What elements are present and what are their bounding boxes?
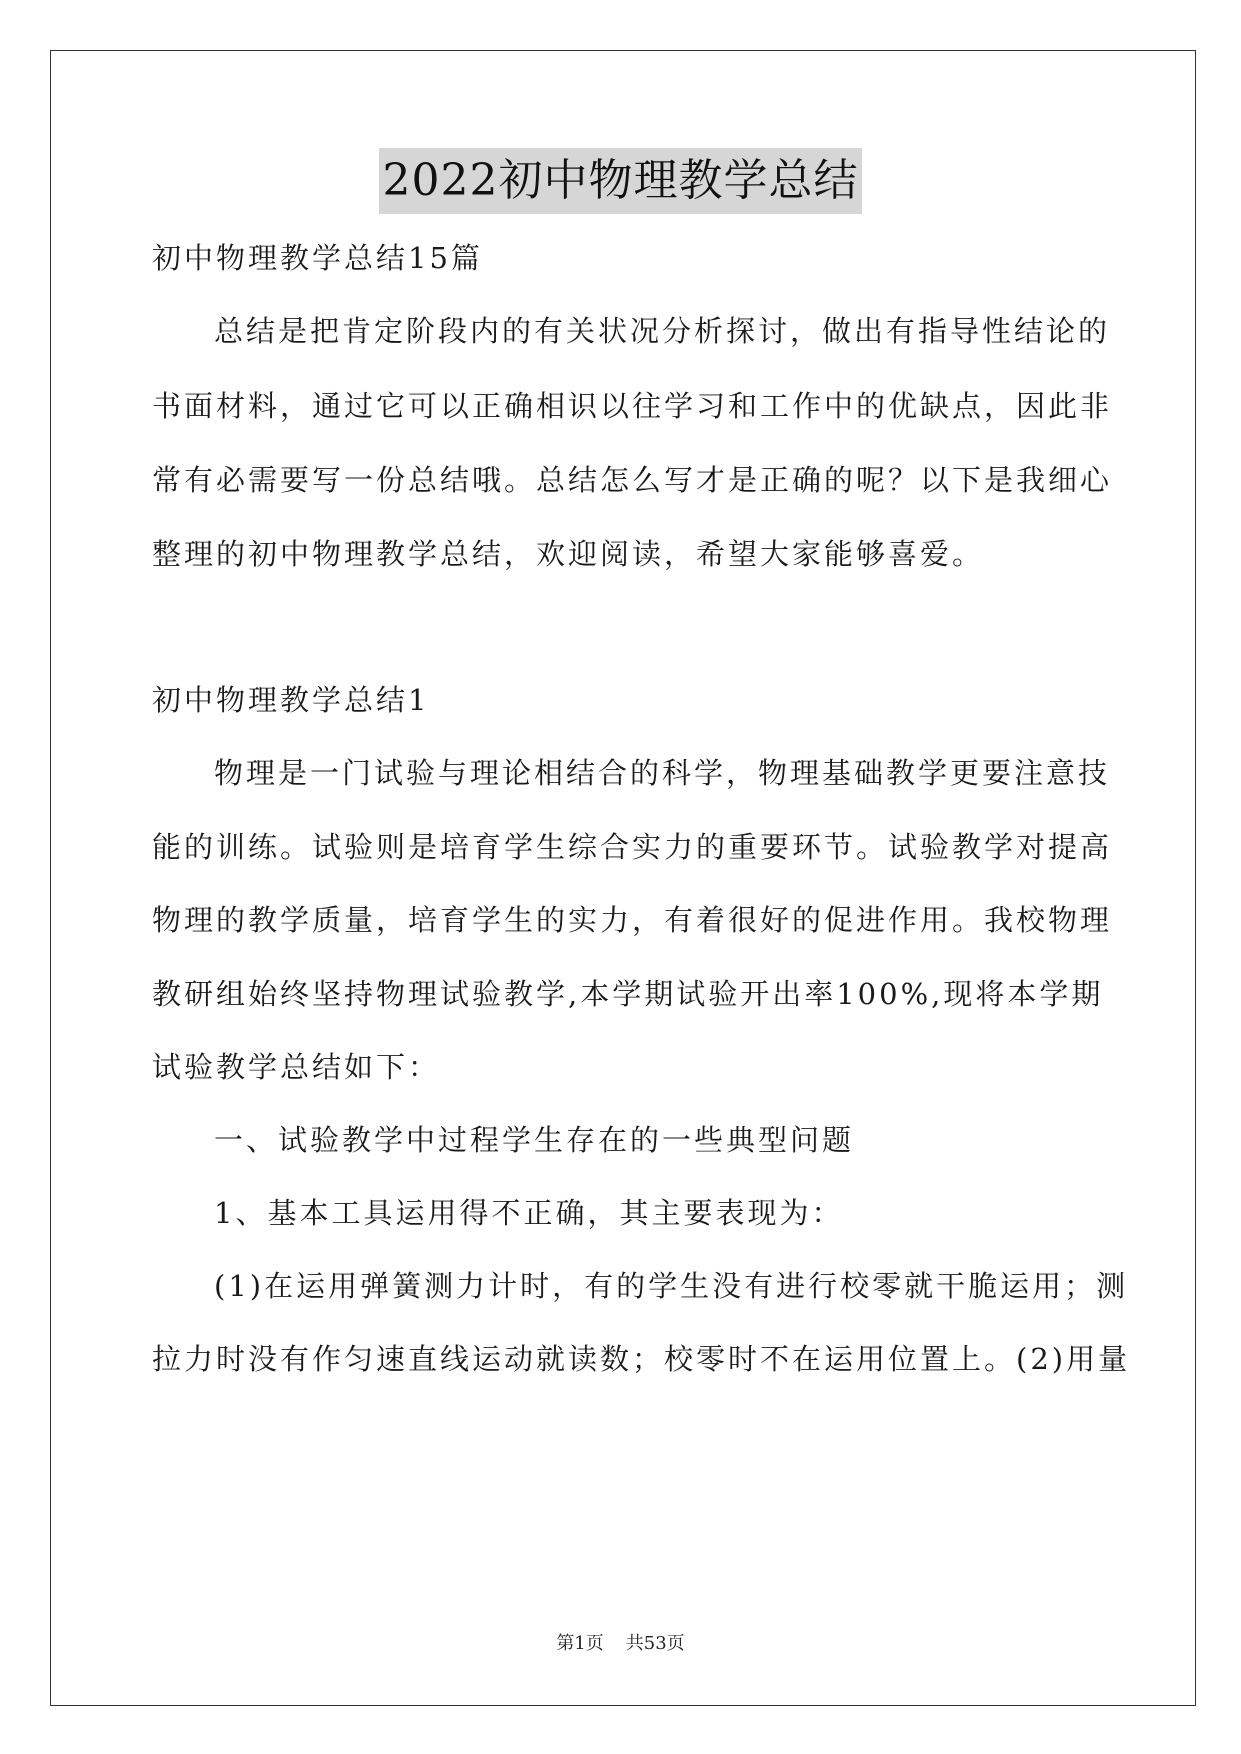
page-total: 共53页 [625,1633,685,1654]
document-title: 2022初中物理教学总结 [379,148,863,214]
body-line: 一、试验教学中过程学生存在的一些典型问题 [214,1123,855,1157]
section-heading: 初中物理教学总结1 [152,683,430,717]
body-line: 物理是一门试验与理论相结合的科学，物理基础教学更要注意技 [214,756,1111,790]
body-line: 1、基本工具运用得不正确，其主要表现为： [214,1196,844,1230]
page-footer [0,1632,1241,1656]
body-line: 能的训练。试验则是培育学生综合实力的重要环节。试验教学对提高 [152,830,1113,864]
body-line: 整理的初中物理教学总结，欢迎阅读，希望大家能够喜爱。 [152,537,985,571]
title-container [0,148,1241,214]
body-line: 教研组始终坚持物理试验教学,本学期试验开出率100%,现将本学期 [152,977,1104,1011]
page-number: 第1页 [556,1633,604,1654]
page-border [50,50,1196,1706]
body-line: 总结是把肯定阶段内的有关状况分析探讨，做出有指导性结论的 [214,314,1111,348]
body-line: 试验教学总结如下： [152,1050,441,1084]
body-line: 拉力时没有作匀速直线运动就读数；校零时不在运用位置上。(2)用量 [152,1342,1131,1376]
body-line: 常有必需要写一份总结哦。总结怎么写才是正确的呢？以下是我细心 [152,463,1113,497]
body-line: 物理的教学质量，培育学生的实力，有着很好的促进作用。我校物理 [152,903,1113,937]
body-line: 书面材料，通过它可以正确相识以往学习和工作中的优缺点，因此非 [152,389,1113,423]
body-line: (1)在运用弹簧测力计时，有的学生没有进行校零就干脆运用；测 [214,1269,1129,1303]
subtitle-line: 初中物理教学总结15篇 [152,241,483,275]
